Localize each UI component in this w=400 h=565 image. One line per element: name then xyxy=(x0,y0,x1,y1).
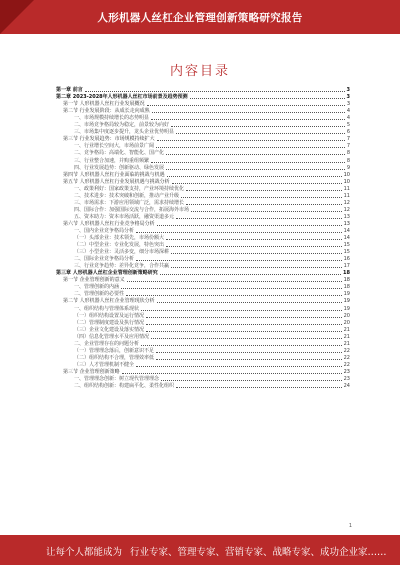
toc-entry-title: 第四节 人形机器人丝杠行业面临的挑战与机遇 xyxy=(63,171,165,178)
toc-leader-dots xyxy=(172,183,342,184)
toc-entry-page: 18 xyxy=(343,277,350,284)
toc-leader-dots xyxy=(85,91,345,92)
toc-entry-page: 13 xyxy=(343,220,350,227)
toc-leader-dots xyxy=(156,352,342,353)
toc-entry-page: 10 xyxy=(343,178,350,185)
toc-entry-page: 19 xyxy=(343,298,350,305)
toc-leader-dots xyxy=(181,197,342,198)
toc-entry-title: 二、管理创新的必要性 xyxy=(74,291,125,298)
toc-entry-page: 14 xyxy=(343,227,350,234)
toc-entry-page: 15 xyxy=(343,249,350,256)
toc-leader-dots xyxy=(166,169,345,170)
toc-leader-dots xyxy=(136,232,342,233)
toc-entry-page: 19 xyxy=(343,305,350,312)
toc-leader-dots xyxy=(121,288,342,289)
toc-leader-dots xyxy=(136,366,342,367)
toc-entry-page: 22 xyxy=(343,361,350,368)
toc-entry[interactable] xyxy=(56,333,350,340)
toc-entry-title: （一）管理理念落后，创新意识不足 xyxy=(74,347,155,354)
toc-entry[interactable] xyxy=(56,121,350,128)
toc-entry-title: 五、资本助力：资本市场活跃，融资渠道多元 xyxy=(74,213,175,220)
toc-entry[interactable] xyxy=(56,354,350,361)
toc-entry[interactable] xyxy=(56,248,350,255)
toc-entry-page: 12 xyxy=(343,206,350,213)
toc-leader-dots xyxy=(176,218,342,219)
toc-entry-title: 第二节 人形机器人丝杠企业管理现状分析 xyxy=(63,298,155,305)
toc-entry[interactable] xyxy=(56,290,350,297)
toc-entry[interactable] xyxy=(56,283,350,290)
toc-entry-page: 9 xyxy=(346,164,350,171)
toc-entry-title: 第三节 行业发展趋势：市场规模持续扩大 xyxy=(63,136,155,143)
toc-entry[interactable] xyxy=(56,135,350,142)
toc-entry-title: （二）中型企业：专业化发展，特色突出 xyxy=(74,242,165,249)
toc-entry[interactable] xyxy=(56,262,350,269)
toc-leader-dots xyxy=(167,176,342,177)
toc-entry-page: 18 xyxy=(343,284,350,291)
toc-entry-title: 第一节 人形机器人丝杠行业发展概况 xyxy=(63,101,145,108)
toc-entry[interactable] xyxy=(56,86,350,93)
toc-entry-title: 三、行业竞争趋势：差异化竞争，合作共赢 xyxy=(74,263,170,270)
toc-entry[interactable] xyxy=(56,128,350,135)
toc-entry-title: 四、国际合作：加强国际交流与合作，拓展海外市场 xyxy=(74,206,190,213)
header-bar xyxy=(0,0,400,34)
toc-entry-title: 三、市场需求：下游应用领域广泛，需求持续增长 xyxy=(74,199,185,206)
toc-entry-page: 23 xyxy=(343,368,350,375)
toc-entry[interactable] xyxy=(56,255,350,262)
toc-entry-page: 7 xyxy=(346,143,350,150)
toc-entry-title: （三）小型企业：灵活多变，细分市场深耕 xyxy=(74,249,170,256)
toc-leader-dots xyxy=(186,190,342,191)
toc-entry-title: 二、技术进步：技术突破和创新，推动产业升级 xyxy=(74,192,180,199)
footer-slogan-right: 行业专家、管理专家、营销专家、战略专家、成功企业家…… xyxy=(130,547,387,558)
toc-leader-dots xyxy=(141,310,342,311)
toc-entry[interactable] xyxy=(56,114,350,121)
toc-entry[interactable] xyxy=(56,107,350,114)
toc-entry-title: 一、管理创新的内涵 xyxy=(74,284,120,291)
toc-entry-title: （二）管理制度建设及执行情况 xyxy=(74,319,145,326)
toc-entry[interactable] xyxy=(56,347,350,354)
toc-entry-title: 一、政策利好：国家政策支持，产业环境持续优化 xyxy=(74,185,185,192)
toc-entry[interactable] xyxy=(56,100,350,107)
toc-entry[interactable] xyxy=(56,171,350,178)
toc-leader-dots xyxy=(141,345,342,346)
toc-entry-title: （一）组织结构设置及运行情况 xyxy=(74,312,145,319)
toc-entry[interactable] xyxy=(56,340,350,347)
toc-entry-page: 16 xyxy=(343,256,350,263)
toc-entry-title: （二）组织结构不合理，管理效率低 xyxy=(74,354,155,361)
footer-slogan-left: 让每个人都能成为 xyxy=(46,547,123,558)
toc-entry-page: 21 xyxy=(343,333,350,340)
toc-leader-dots xyxy=(127,281,342,282)
toc-entry[interactable] xyxy=(56,142,350,149)
toc-entry-title: （三）企业文化建设及落实情况 xyxy=(74,326,145,333)
toc-entry-page: 22 xyxy=(343,354,350,361)
toc-entry[interactable] xyxy=(56,220,350,227)
toc-entry[interactable] xyxy=(56,227,350,234)
toc-entry[interactable] xyxy=(56,178,350,185)
toc-entry-title: 第一节 企业管理创新的意义 xyxy=(63,277,125,284)
toc-leader-dots xyxy=(157,225,342,226)
toc-leader-dots xyxy=(151,119,345,120)
toc-leader-dots xyxy=(152,112,345,113)
toc-entry[interactable] xyxy=(56,375,350,382)
toc-entry[interactable] xyxy=(56,312,350,319)
toc-leader-dots xyxy=(161,380,342,381)
toc-entry-title: 第二节 行业发展阶段：从成长走向成熟 xyxy=(63,108,150,115)
toc-entry-page: 4 xyxy=(346,115,350,122)
toc-leader-dots xyxy=(171,253,342,254)
toc-entry-page: 3 xyxy=(346,87,350,94)
toc-leader-dots xyxy=(151,338,342,339)
toc-entry[interactable] xyxy=(56,368,350,375)
toc-leader-dots xyxy=(122,373,342,374)
toc-entry[interactable] xyxy=(56,192,350,199)
toc-leader-dots xyxy=(171,126,345,127)
toc-entry[interactable] xyxy=(56,297,350,304)
toc-leader-dots xyxy=(146,317,342,318)
toc-entry-title: 二、市场竞争格局较为稳定，前景较为向好 xyxy=(74,122,170,129)
toc-entry-page: 13 xyxy=(343,213,350,220)
toc-entry-page: 20 xyxy=(343,319,350,326)
toc-entry[interactable] xyxy=(56,319,350,326)
toc-entry-page: 24 xyxy=(343,383,350,390)
toc-entry[interactable] xyxy=(56,304,350,311)
toc-entry[interactable] xyxy=(56,185,350,192)
toc-entry[interactable] xyxy=(56,269,350,276)
toc-heading: 内容目录 xyxy=(169,64,230,79)
toc-entry-page: 21 xyxy=(343,326,350,333)
toc-entry-page: 21 xyxy=(343,340,350,347)
toc-entry-page: 18 xyxy=(343,270,350,277)
toc-entry-page: 4 xyxy=(346,108,350,115)
toc-entry-page: 11 xyxy=(343,192,350,199)
toc-leader-dots xyxy=(126,295,342,296)
toc-leader-dots xyxy=(166,246,342,247)
toc-entry[interactable] xyxy=(56,276,350,283)
toc-entry-page: 22 xyxy=(343,347,350,354)
toc-leader-dots xyxy=(157,140,345,141)
toc-entry-title: 一、组织结构与管理体系现状 xyxy=(74,305,140,312)
toc-entry-title: 第五节 人形机器人丝杠行业发展机遇与挑战分析 xyxy=(63,178,170,185)
toc-entry-title: 一、市场规模持续增长的态势明显 xyxy=(74,115,150,122)
toc-leader-dots xyxy=(176,133,345,134)
toc-entry-page: 7 xyxy=(346,136,350,143)
toc-entry-page: 19 xyxy=(343,291,350,298)
toc-entry-title: 第三节 企业管理创新策略 xyxy=(63,368,120,375)
toc-entry-page: 12 xyxy=(343,199,350,206)
toc-entry-title: 第六节 人形机器人丝杠行业竞争格局分析 xyxy=(63,220,155,227)
toc-leader-dots xyxy=(136,260,342,261)
report-title: 人形机器人丝杠企业管理创新策略研究报告 xyxy=(97,12,303,24)
toc-entry-title: 二、竞争格局：高端化、智能化、国产化 xyxy=(74,150,165,157)
footer-bar xyxy=(0,535,400,565)
toc-entry-page: 8 xyxy=(346,150,350,157)
toc-entry-page: 3 xyxy=(346,94,350,101)
toc-leader-dots xyxy=(147,105,345,106)
toc-leader-dots xyxy=(156,147,345,148)
toc-entry-title: 四、行业发展趋势：创新驱动、绿色发展 xyxy=(74,164,165,171)
toc-entry-page: 20 xyxy=(343,312,350,319)
page-number: 1 xyxy=(348,523,352,529)
toc-entry-page: 17 xyxy=(343,263,350,270)
toc-entry-title: （一）头部企业：技术领先，市场份额大 xyxy=(74,235,165,242)
toc-entry-title: 三、市场集中度逐步提升，龙头企业优势明显 xyxy=(74,129,175,136)
toc-leader-dots xyxy=(166,239,342,240)
toc-entry-title: 二、国际企业竞争格局分析 xyxy=(74,256,135,263)
toc-entry[interactable] xyxy=(56,164,350,171)
toc-entry-title: 一、国内企业竞争格局分析 xyxy=(74,227,135,234)
toc-entry[interactable] xyxy=(56,156,350,163)
toc-entry[interactable] xyxy=(56,206,350,213)
toc-entry[interactable] xyxy=(56,199,350,206)
toc-entry[interactable] xyxy=(56,93,350,100)
toc-entry-page: 6 xyxy=(346,129,350,136)
toc-entry-title: 第三章 人形机器人丝杠企业管理创新策略研究 xyxy=(56,270,158,277)
toc-entry-page: 14 xyxy=(343,235,350,242)
toc-entry-title: 第二章 2023-2028年人形机器人丝杠市场前景及趋势预测 xyxy=(56,94,188,101)
toc-entry-title: （三）人才管理机制不健全 xyxy=(74,361,135,368)
toc-entry[interactable] xyxy=(56,234,350,241)
toc-entry-title: 一、管理理念创新：树立现代管理理念 xyxy=(74,375,160,382)
toc-entry-page: 15 xyxy=(343,242,350,249)
toc-entry-title: 第一章 前言 xyxy=(56,87,83,94)
toc-entry-title: 一、行业增长空间大，市场前景广阔 xyxy=(74,143,155,150)
toc-leader-dots xyxy=(156,359,342,360)
toc-entry-page: 3 xyxy=(346,101,350,108)
toc-entry-title: 三、行业整合加速，并购重组频繁 xyxy=(74,157,150,164)
toc-entry[interactable] xyxy=(56,326,350,333)
toc-leader-dots xyxy=(171,267,342,268)
table-of-contents xyxy=(56,86,350,389)
toc-leader-dots xyxy=(166,154,345,155)
toc-leader-dots xyxy=(160,274,341,275)
toc-leader-dots xyxy=(151,162,345,163)
toc-leader-dots xyxy=(176,387,342,388)
toc-entry-title: 二、企业管理存在的问题分析 xyxy=(74,340,140,347)
toc-entry-page: 23 xyxy=(343,375,350,382)
toc-entry[interactable] xyxy=(56,149,350,156)
toc-leader-dots xyxy=(186,204,342,205)
toc-entry[interactable] xyxy=(56,361,350,368)
toc-leader-dots xyxy=(190,98,345,99)
toc-entry[interactable] xyxy=(56,213,350,220)
toc-entry-title: （四）信息化管理水平及应用情况 xyxy=(74,333,150,340)
toc-leader-dots xyxy=(191,211,342,212)
toc-entry-title: 二、组织结构创新：构建扁平化、柔性化组织 xyxy=(74,383,175,390)
toc-leader-dots xyxy=(146,331,342,332)
toc-entry-page: 5 xyxy=(346,122,350,129)
toc-leader-dots xyxy=(157,302,342,303)
toc-entry[interactable] xyxy=(56,241,350,248)
toc-entry-page: 11 xyxy=(343,185,350,192)
toc-entry-page: 8 xyxy=(346,157,350,164)
toc-leader-dots xyxy=(146,324,342,325)
toc-entry[interactable] xyxy=(56,382,350,389)
toc-entry-page: 10 xyxy=(343,171,350,178)
